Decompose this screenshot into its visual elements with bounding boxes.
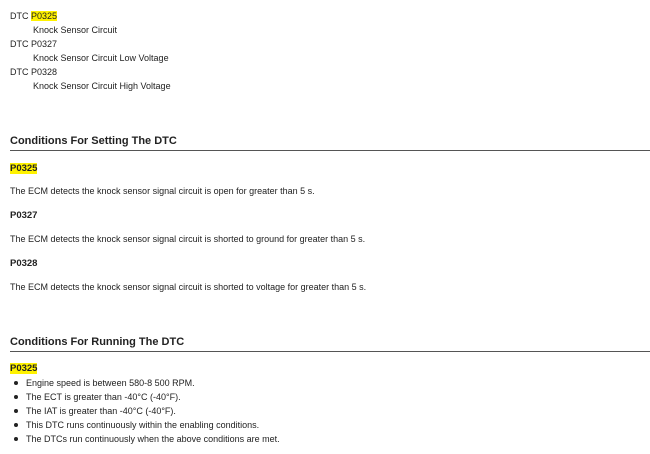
setting-condition-text: The ECM detects the knock sensor signal circuit is shorted to ground for greater than 5 s. xyxy=(10,234,366,244)
dtc-list xyxy=(10,9,171,93)
running-section-title: Conditions For Running The DTC xyxy=(10,335,650,352)
setting-code-label: P0325 xyxy=(10,163,38,174)
setting-condition-text: The ECM detects the knock sensor signal circuit is open for greater than 5 s. xyxy=(10,186,315,196)
dtc-code: P0327 xyxy=(31,39,58,49)
running-code-label: P0325 xyxy=(10,363,38,374)
dtc-prefix: DTC xyxy=(10,11,31,21)
setting-section-title: Conditions For Setting The DTC xyxy=(10,134,650,151)
dtc-entry xyxy=(10,9,171,23)
dtc-entry xyxy=(10,65,171,79)
bullet-icon xyxy=(14,409,18,413)
list-item: The DTCs run continuously when the above conditions are met. xyxy=(10,432,280,446)
list-item: Engine speed is between 580-8 500 RPM. xyxy=(10,376,280,390)
list-item: The ECT is greater than -40°C (-40°F). xyxy=(10,390,280,404)
dtc-code-highlighted: P0325 xyxy=(31,11,58,21)
dtc-description: Knock Sensor Circuit Low Voltage xyxy=(33,53,169,63)
setting-code-label: P0328 xyxy=(10,258,38,269)
dtc-prefix: DTC xyxy=(10,39,31,49)
bullet-icon xyxy=(14,381,18,385)
dtc-entry xyxy=(10,37,171,51)
running-conditions-list xyxy=(10,376,280,446)
setting-condition-text: The ECM detects the knock sensor signal circuit is shorted to voltage for greater than 5 s. xyxy=(10,282,367,292)
bullet-icon xyxy=(14,395,18,399)
dtc-description: Knock Sensor Circuit xyxy=(33,25,118,35)
dtc-description: Knock Sensor Circuit High Voltage xyxy=(33,81,171,91)
setting-code-label: P0327 xyxy=(10,210,38,221)
dtc-prefix: DTC xyxy=(10,67,31,77)
list-item: This DTC runs continuously within the enabling conditions. xyxy=(10,418,280,432)
bullet-icon xyxy=(14,437,18,441)
list-item: The IAT is greater than -40°C (-40°F). xyxy=(10,404,280,418)
bullet-icon xyxy=(14,423,18,427)
dtc-code: P0328 xyxy=(31,67,58,77)
